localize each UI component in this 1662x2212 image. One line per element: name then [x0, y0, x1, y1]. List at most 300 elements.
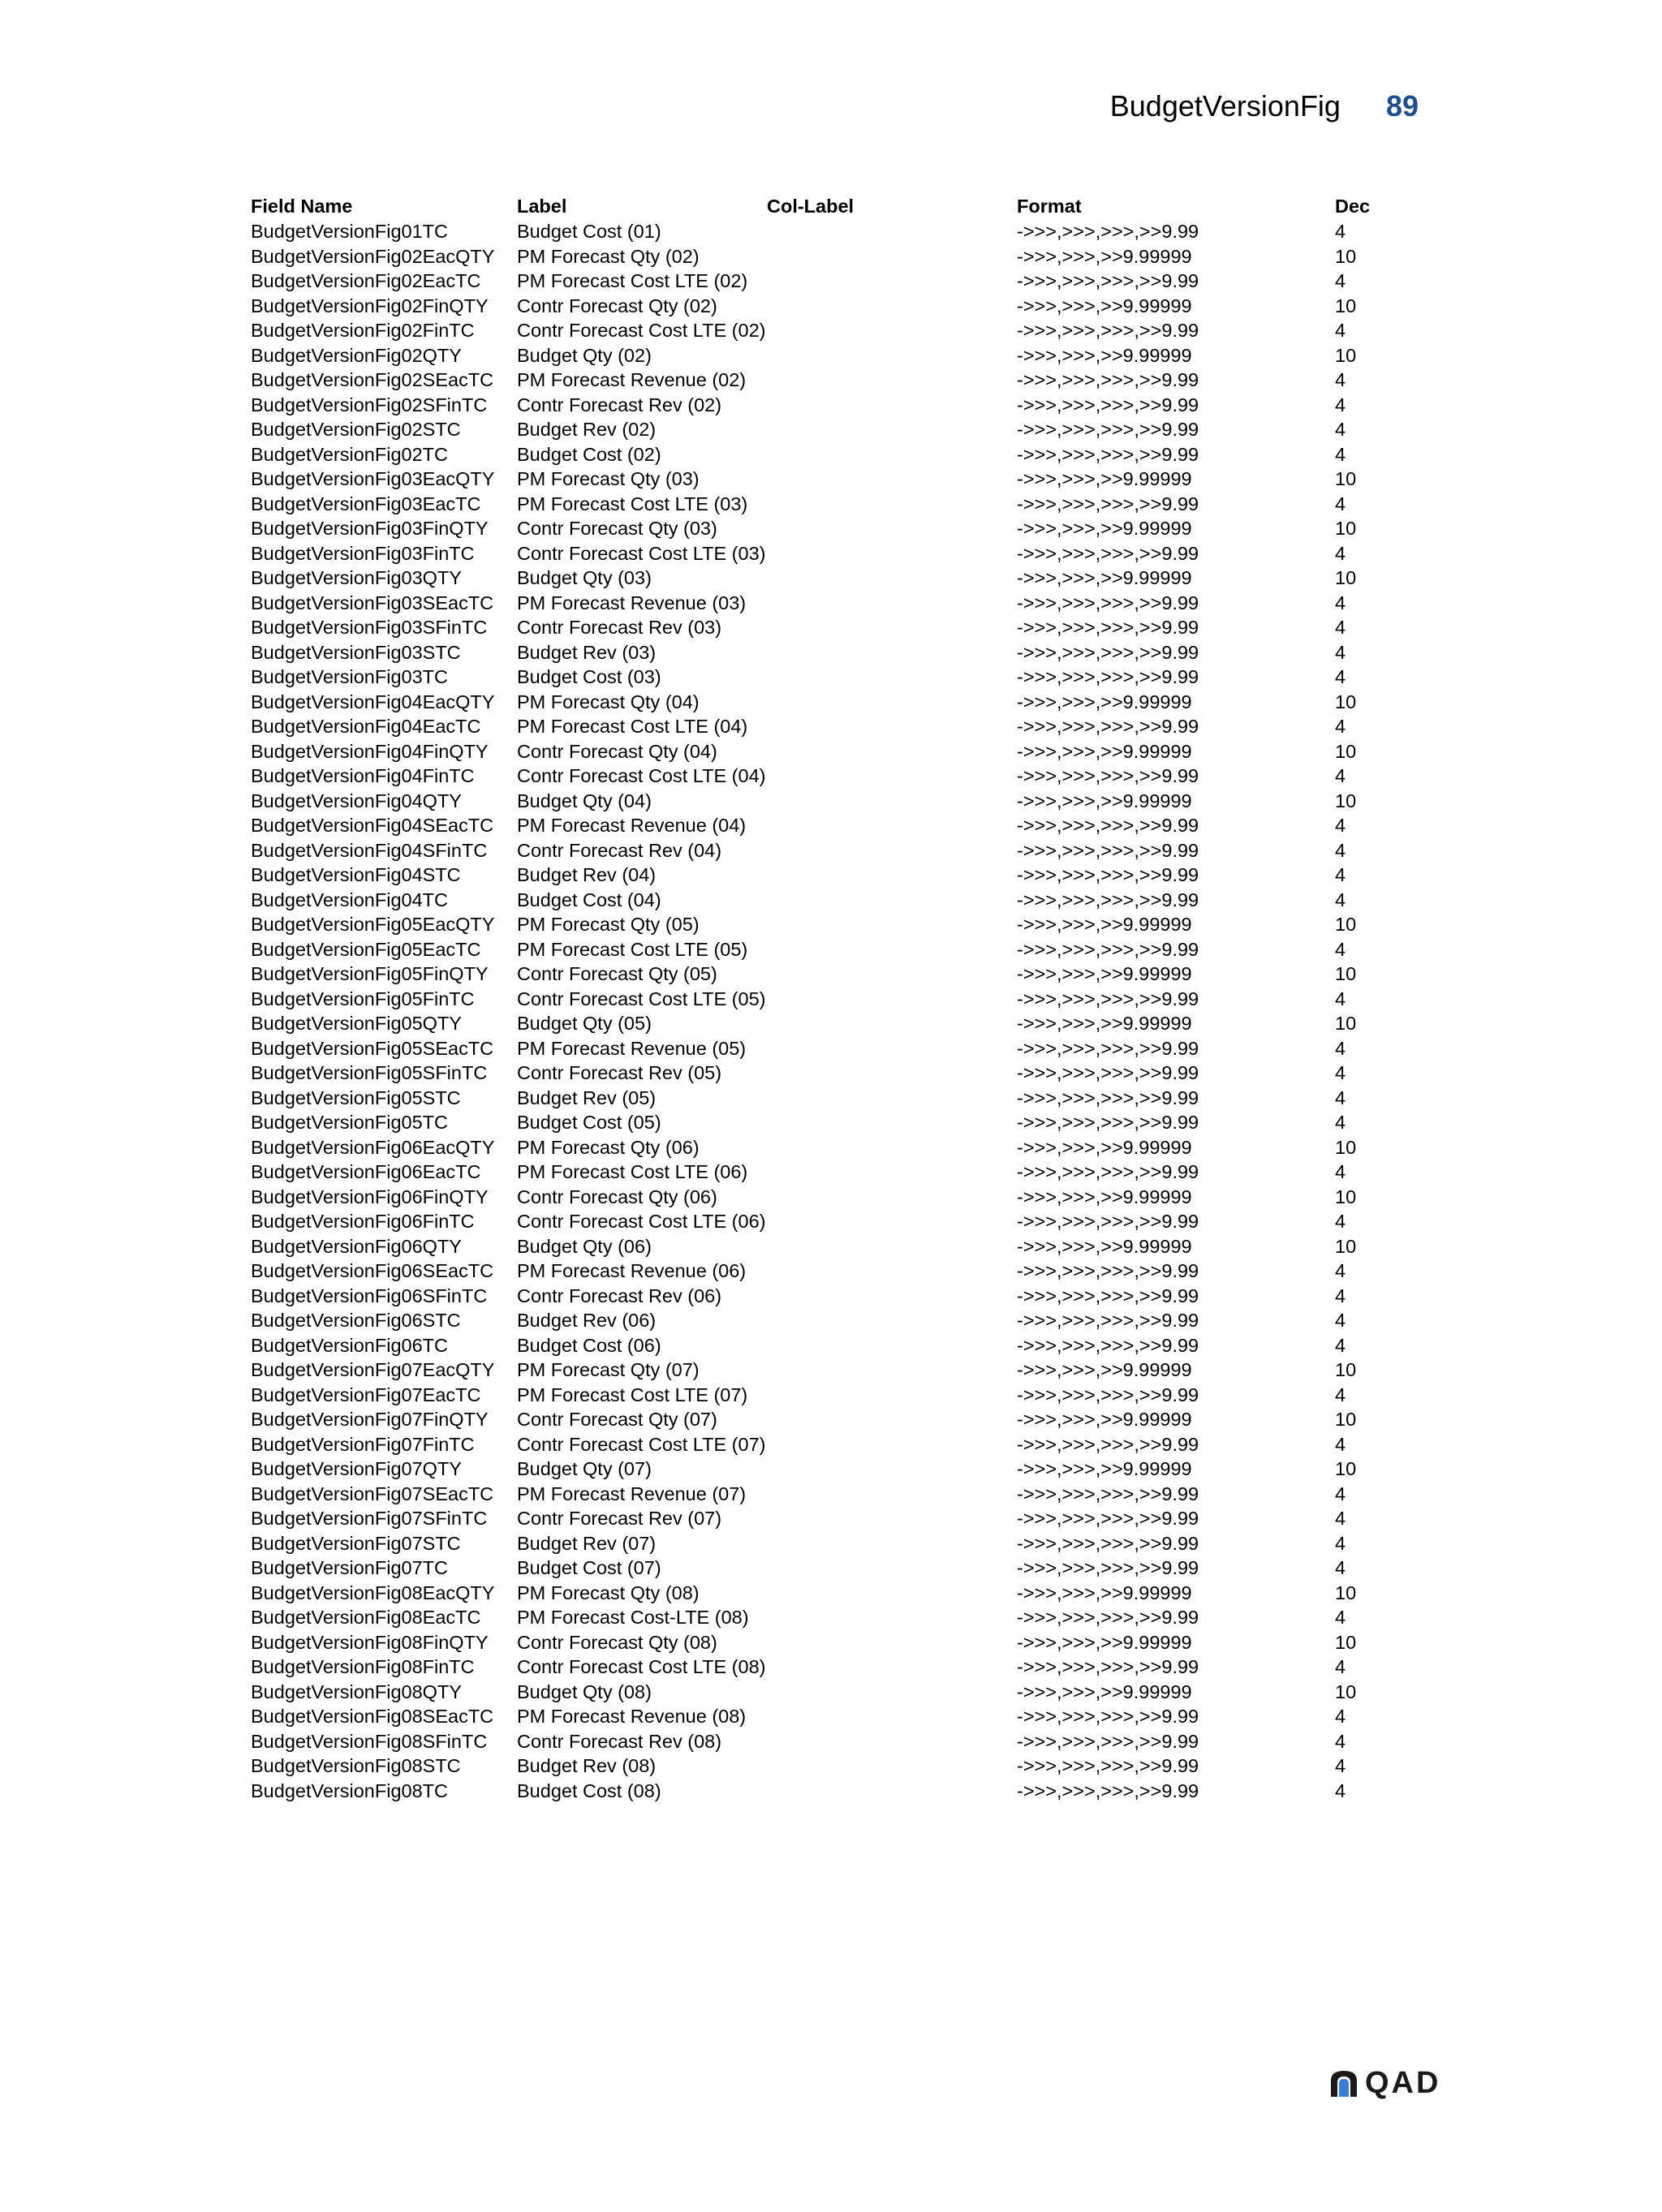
col-label-cell [767, 839, 1017, 864]
format-cell: ->>>,>>>,>>9.99999 [1017, 295, 1192, 316]
table-row [251, 790, 1403, 815]
format-cell: ->>>,>>>,>>>,>>9.99 [1017, 815, 1199, 836]
field-name-cell: BudgetVersionFig02STC [251, 419, 461, 440]
label-cell: Contr Forecast Rev (05) [517, 1062, 722, 1083]
dec-cell: 4 [1335, 320, 1346, 341]
format-cell: ->>>,>>>,>>9.99999 [1017, 1013, 1192, 1034]
table-row [251, 691, 1403, 716]
dec-cell: 10 [1335, 740, 1357, 762]
table-row [251, 1136, 1403, 1161]
field-name-cell: BudgetVersionFig03STC [251, 641, 461, 663]
dec-cell: 10 [1335, 691, 1357, 712]
label-cell: Contr Forecast Cost LTE (03) [517, 542, 766, 564]
dec-cell: 10 [1335, 295, 1357, 316]
col-label-cell [767, 1730, 1017, 1755]
col-label-cell [767, 1779, 1017, 1805]
label-cell: Budget Rev (07) [517, 1532, 657, 1554]
label-cell: PM Forecast Qty (05) [517, 914, 700, 935]
dec-cell: 10 [1335, 1359, 1357, 1380]
label-cell: Contr Forecast Qty (02) [517, 295, 717, 316]
table-row [251, 1730, 1403, 1755]
dec-cell: 4 [1335, 270, 1346, 291]
dec-cell: 4 [1335, 1755, 1346, 1776]
label-cell: Budget Rev (08) [517, 1755, 657, 1776]
label-cell: PM Forecast Cost LTE (05) [517, 938, 748, 960]
format-cell: ->>>,>>>,>>>,>>9.99 [1017, 1037, 1199, 1059]
field-name-cell: BudgetVersionFig03EacTC [251, 493, 481, 514]
format-cell: ->>>,>>>,>>>,>>9.99 [1017, 1607, 1199, 1628]
field-name-cell: BudgetVersionFig04EacQTY [251, 691, 495, 712]
field-name-cell: BudgetVersionFig04EacTC [251, 716, 481, 737]
dec-cell: 10 [1335, 1409, 1357, 1430]
dec-cell: 4 [1335, 1334, 1346, 1356]
format-cell: ->>>,>>>,>>>,>>9.99 [1017, 1384, 1199, 1405]
field-name-cell: BudgetVersionFig06SEacTC [251, 1260, 494, 1281]
col-label-cell [767, 1433, 1017, 1458]
field-name-cell: BudgetVersionFig07FinTC [251, 1433, 475, 1455]
col-label-cell [767, 517, 1017, 542]
format-cell: ->>>,>>>,>>9.99999 [1017, 245, 1192, 267]
format-cell: ->>>,>>>,>>9.99999 [1017, 1136, 1192, 1158]
dec-cell: 4 [1335, 716, 1346, 737]
format-cell: ->>>,>>>,>>>,>>9.99 [1017, 369, 1199, 390]
format-cell: ->>>,>>>,>>9.99999 [1017, 567, 1192, 588]
format-cell: ->>>,>>>,>>>,>>9.99 [1017, 1062, 1199, 1083]
dec-cell: 10 [1335, 963, 1357, 984]
dec-cell: 4 [1335, 1779, 1346, 1801]
format-cell: ->>>,>>>,>>>,>>9.99 [1017, 716, 1199, 737]
dec-cell: 4 [1335, 221, 1346, 242]
format-cell: ->>>,>>>,>>>,>>9.99 [1017, 1779, 1199, 1801]
format-cell: ->>>,>>>,>>>,>>9.99 [1017, 864, 1199, 885]
table-row [251, 269, 1403, 295]
label-cell: Budget Rev (06) [517, 1310, 657, 1331]
dec-cell: 10 [1335, 1582, 1357, 1603]
table-row [251, 1037, 1403, 1062]
table-row [251, 443, 1403, 468]
dec-cell: 4 [1335, 1508, 1346, 1529]
col-label-cell [767, 1259, 1017, 1285]
field-table [251, 195, 1403, 1804]
field-name-cell: BudgetVersionFig02SEacTC [251, 369, 494, 390]
dec-cell: 10 [1335, 567, 1357, 588]
col-label-cell [767, 1457, 1017, 1483]
format-cell: ->>>,>>>,>>9.99999 [1017, 468, 1192, 489]
label-cell: Contr Forecast Qty (07) [517, 1409, 717, 1430]
field-name-cell: BudgetVersionFig06FinTC [251, 1211, 475, 1232]
field-name-cell: BudgetVersionFig07TC [251, 1557, 448, 1578]
format-cell: ->>>,>>>,>>9.99999 [1017, 1359, 1192, 1380]
dec-cell: 4 [1335, 1062, 1346, 1083]
field-name-cell: BudgetVersionFig08TC [251, 1779, 448, 1801]
field-name-cell: BudgetVersionFig08QTY [251, 1681, 462, 1702]
table-row [251, 1012, 1403, 1037]
field-name-cell: BudgetVersionFig05STC [251, 1087, 461, 1108]
label-cell: Budget Qty (02) [517, 344, 652, 366]
table-row [251, 1532, 1403, 1557]
col-label-cell [767, 1681, 1017, 1706]
field-name-cell: BudgetVersionFig07QTY [251, 1458, 462, 1479]
field-name-cell: BudgetVersionFig04STC [251, 864, 461, 885]
field-name-cell: BudgetVersionFig03EacQTY [251, 468, 495, 489]
label-cell: PM Forecast Revenue (07) [517, 1483, 747, 1504]
qad-logo-icon [1328, 2069, 1360, 2098]
dec-cell: 4 [1335, 864, 1346, 885]
dec-cell: 4 [1335, 369, 1346, 390]
format-cell: ->>>,>>>,>>>,>>9.99 [1017, 542, 1199, 564]
label-cell: Contr Forecast Cost LTE (02) [517, 320, 766, 341]
table-row [251, 394, 1403, 419]
format-cell: ->>>,>>>,>>>,>>9.99 [1017, 641, 1199, 663]
col-label-cell [767, 740, 1017, 765]
col-label-cell [767, 665, 1017, 691]
table-row [251, 592, 1403, 617]
col-label-cell [767, 1754, 1017, 1779]
format-cell: ->>>,>>>,>>>,>>9.99 [1017, 270, 1199, 291]
label-cell: PM Forecast Cost LTE (02) [517, 270, 748, 291]
col-label-cell [767, 764, 1017, 790]
label-cell: Budget Cost (06) [517, 1334, 661, 1356]
table-row [251, 665, 1403, 691]
label-cell: Budget Qty (05) [517, 1013, 652, 1034]
dec-cell: 4 [1335, 641, 1346, 663]
col-label-cell [767, 913, 1017, 938]
label-cell: Contr Forecast Cost LTE (07) [517, 1433, 766, 1455]
col-label-cell [767, 1087, 1017, 1112]
label-cell: Budget Rev (05) [517, 1087, 657, 1108]
label-cell: Contr Forecast Qty (05) [517, 963, 717, 984]
format-cell: ->>>,>>>,>>>,>>9.99 [1017, 493, 1199, 514]
format-cell: ->>>,>>>,>>9.99999 [1017, 691, 1192, 712]
col-label-cell [767, 1334, 1017, 1359]
dec-cell: 4 [1335, 1433, 1346, 1455]
label-cell: PM Forecast Qty (06) [517, 1136, 700, 1158]
field-name-cell: BudgetVersionFig03FinTC [251, 542, 475, 564]
label-cell: Contr Forecast Rev (04) [517, 839, 722, 861]
label-cell: Contr Forecast Rev (07) [517, 1508, 722, 1529]
col-label-cell [767, 1210, 1017, 1235]
field-name-cell: BudgetVersionFig03SFinTC [251, 617, 488, 638]
dec-cell: 4 [1335, 1037, 1346, 1059]
field-name-cell: BudgetVersionFig06STC [251, 1310, 461, 1331]
col-label-cell [767, 467, 1017, 493]
field-name-cell: BudgetVersionFig07EacQTY [251, 1359, 495, 1380]
table-row [251, 1705, 1403, 1730]
format-cell: ->>>,>>>,>>>,>>9.99 [1017, 1087, 1199, 1108]
table-row [251, 863, 1403, 889]
dec-cell: 4 [1335, 394, 1346, 415]
table-row [251, 938, 1403, 963]
dec-cell: 4 [1335, 1557, 1346, 1578]
format-cell: ->>>,>>>,>>>,>>9.99 [1017, 1334, 1199, 1356]
format-cell: ->>>,>>>,>>>,>>9.99 [1017, 443, 1199, 465]
format-cell: ->>>,>>>,>>>,>>9.99 [1017, 765, 1199, 786]
table-row [251, 1483, 1403, 1508]
field-name-cell: BudgetVersionFig04SFinTC [251, 839, 488, 861]
dec-cell: 4 [1335, 1656, 1346, 1677]
label-cell: PM Forecast Revenue (08) [517, 1706, 747, 1727]
label-cell: Contr Forecast Rev (02) [517, 394, 722, 415]
col-label-cell [767, 394, 1017, 419]
format-cell: ->>>,>>>,>>9.99999 [1017, 518, 1192, 539]
format-cell: ->>>,>>>,>>>,>>9.99 [1017, 1483, 1199, 1504]
dec-cell: 4 [1335, 443, 1346, 465]
table-header-row [251, 195, 1403, 220]
label-cell: Contr Forecast Cost LTE (05) [517, 988, 766, 1009]
col-label-cell [767, 962, 1017, 988]
field-name-cell: BudgetVersionFig02FinTC [251, 320, 475, 341]
col-label-cell [767, 368, 1017, 394]
table-row [251, 715, 1403, 740]
dec-cell: 4 [1335, 419, 1346, 440]
label-cell: PM Forecast Revenue (03) [517, 592, 747, 613]
label-cell: Budget Cost (04) [517, 889, 661, 910]
col-label-cell [767, 220, 1017, 245]
dec-cell: 4 [1335, 542, 1346, 564]
table-row [251, 467, 1403, 493]
field-name-cell: BudgetVersionFig06FinQTY [251, 1186, 489, 1207]
col-label-cell [767, 1309, 1017, 1334]
label-cell: Budget Cost (05) [517, 1112, 661, 1133]
label-cell: Contr Forecast Rev (08) [517, 1730, 722, 1752]
field-name-cell: BudgetVersionFig02FinQTY [251, 295, 489, 316]
format-cell: ->>>,>>>,>>>,>>9.99 [1017, 1557, 1199, 1578]
table-row [251, 245, 1403, 270]
table-row [251, 988, 1403, 1013]
field-name-cell: BudgetVersionFig05FinQTY [251, 963, 489, 984]
col-label-cell [767, 245, 1017, 270]
label-cell: Budget Rev (02) [517, 419, 657, 440]
col-label-cell [767, 1037, 1017, 1062]
label-cell: Contr Forecast Qty (06) [517, 1186, 717, 1207]
field-name-cell: BudgetVersionFig02QTY [251, 344, 462, 366]
dec-cell: 10 [1335, 1631, 1357, 1653]
format-cell: ->>>,>>>,>>>,>>9.99 [1017, 1211, 1199, 1232]
dec-cell: 4 [1335, 1112, 1346, 1133]
table-row [251, 1235, 1403, 1260]
field-name-cell: BudgetVersionFig08STC [251, 1755, 461, 1776]
format-cell: ->>>,>>>,>>>,>>9.99 [1017, 419, 1199, 440]
col-label-cell [767, 344, 1017, 369]
label-cell: Budget Cost (07) [517, 1557, 661, 1578]
column-header-format: Format [1017, 196, 1082, 217]
field-name-cell: BudgetVersionFig08EacQTY [251, 1582, 495, 1603]
page-number: 89 [1385, 89, 1419, 123]
table-row [251, 1111, 1403, 1136]
dec-cell: 4 [1335, 1260, 1346, 1281]
format-cell: ->>>,>>>,>>9.99999 [1017, 1681, 1192, 1702]
col-label-cell [767, 814, 1017, 839]
col-label-cell [767, 1358, 1017, 1384]
label-cell: PM Forecast Qty (07) [517, 1359, 700, 1380]
format-cell: ->>>,>>>,>>9.99999 [1017, 790, 1192, 811]
field-name-cell: BudgetVersionFig05TC [251, 1112, 448, 1133]
field-name-cell: BudgetVersionFig08SEacTC [251, 1706, 494, 1727]
field-name-cell: BudgetVersionFig05EacQTY [251, 914, 495, 935]
dec-cell: 4 [1335, 1285, 1346, 1306]
dec-cell: 4 [1335, 1087, 1346, 1108]
field-name-cell: BudgetVersionFig04FinTC [251, 765, 475, 786]
table-row [251, 295, 1403, 320]
table-row [251, 1556, 1403, 1582]
col-label-cell [767, 269, 1017, 295]
page-title: BudgetVersionFig [1109, 89, 1341, 123]
col-label-cell [767, 1408, 1017, 1433]
table-row [251, 1384, 1403, 1409]
format-cell: ->>>,>>>,>>>,>>9.99 [1017, 1706, 1199, 1727]
dec-cell: 10 [1335, 1458, 1357, 1479]
table-row [251, 1631, 1403, 1656]
field-name-cell: BudgetVersionFig04TC [251, 889, 448, 910]
table-row [251, 1160, 1403, 1186]
field-name-cell: BudgetVersionFig07FinQTY [251, 1409, 489, 1430]
table-row [251, 1582, 1403, 1607]
table-row [251, 1457, 1403, 1483]
col-label-cell [767, 1556, 1017, 1582]
dec-cell: 4 [1335, 765, 1346, 786]
table-row [251, 641, 1403, 666]
dec-cell: 4 [1335, 666, 1346, 687]
col-label-cell [767, 418, 1017, 443]
label-cell: Budget Rev (04) [517, 864, 657, 885]
format-cell: ->>>,>>>,>>9.99999 [1017, 344, 1192, 366]
table-row [251, 418, 1403, 443]
dec-cell: 4 [1335, 592, 1346, 613]
col-label-cell [767, 542, 1017, 567]
field-name-cell: BudgetVersionFig02SFinTC [251, 394, 488, 415]
table-row [251, 1358, 1403, 1384]
dec-cell: 4 [1335, 1607, 1346, 1628]
col-label-cell [767, 641, 1017, 666]
label-cell: PM Forecast Cost-LTE (08) [517, 1607, 749, 1628]
label-cell: PM Forecast Qty (02) [517, 245, 700, 267]
dec-cell: 4 [1335, 889, 1346, 910]
format-cell: ->>>,>>>,>>>,>>9.99 [1017, 1508, 1199, 1529]
label-cell: Contr Forecast Cost LTE (06) [517, 1211, 766, 1232]
label-cell: Budget Cost (02) [517, 443, 661, 465]
label-cell: PM Forecast Cost LTE (07) [517, 1384, 748, 1405]
field-name-cell: BudgetVersionFig07STC [251, 1532, 461, 1554]
format-cell: ->>>,>>>,>>>,>>9.99 [1017, 666, 1199, 687]
dec-cell: 10 [1335, 518, 1357, 539]
field-name-cell: BudgetVersionFig05SEacTC [251, 1037, 494, 1059]
format-cell: ->>>,>>>,>>9.99999 [1017, 1631, 1192, 1653]
format-cell: ->>>,>>>,>>>,>>9.99 [1017, 1656, 1199, 1677]
format-cell: ->>>,>>>,>>>,>>9.99 [1017, 1161, 1199, 1182]
field-name-cell: BudgetVersionFig05SFinTC [251, 1062, 488, 1083]
label-cell: Budget Qty (08) [517, 1681, 652, 1702]
table-row [251, 814, 1403, 839]
table-row [251, 1309, 1403, 1334]
field-name-cell: BudgetVersionFig06EacTC [251, 1161, 481, 1182]
qad-logo [1328, 2066, 1440, 2101]
field-name-cell: BudgetVersionFig05QTY [251, 1013, 462, 1034]
field-name-cell: BudgetVersionFig06EacQTY [251, 1136, 495, 1158]
col-label-cell [767, 319, 1017, 344]
table-row [251, 616, 1403, 641]
field-name-cell: BudgetVersionFig04QTY [251, 790, 462, 811]
col-label-cell [767, 1655, 1017, 1681]
format-cell: ->>>,>>>,>>>,>>9.99 [1017, 1730, 1199, 1752]
label-cell: Budget Cost (01) [517, 221, 661, 242]
label-cell: PM Forecast Revenue (05) [517, 1037, 747, 1059]
format-cell: ->>>,>>>,>>>,>>9.99 [1017, 988, 1199, 1009]
format-cell: ->>>,>>>,>>>,>>9.99 [1017, 1755, 1199, 1776]
dec-cell: 4 [1335, 1730, 1346, 1752]
field-name-cell: BudgetVersionFig08EacTC [251, 1607, 481, 1628]
col-label-cell [767, 863, 1017, 889]
col-label-cell [767, 566, 1017, 592]
col-label-cell [767, 493, 1017, 518]
field-name-cell: BudgetVersionFig02EacTC [251, 270, 481, 291]
table-row [251, 740, 1403, 765]
field-name-cell: BudgetVersionFig04FinQTY [251, 740, 489, 762]
table-row [251, 566, 1403, 592]
col-label-cell [767, 1186, 1017, 1211]
label-cell: Contr Forecast Qty (04) [517, 740, 717, 762]
format-cell: ->>>,>>>,>>9.99999 [1017, 1409, 1192, 1430]
table-row [251, 1606, 1403, 1631]
label-cell: PM Forecast Revenue (06) [517, 1260, 747, 1281]
dec-cell: 10 [1335, 1136, 1357, 1158]
table-row [251, 1210, 1403, 1235]
table-row [251, 344, 1403, 369]
dec-cell: 10 [1335, 1235, 1357, 1257]
dec-cell: 10 [1335, 344, 1357, 366]
field-name-cell: BudgetVersionFig02EacQTY [251, 245, 495, 267]
label-cell: PM Forecast Cost LTE (04) [517, 716, 748, 737]
col-label-cell [767, 1012, 1017, 1037]
format-cell: ->>>,>>>,>>9.99999 [1017, 1235, 1192, 1257]
table-row [251, 1334, 1403, 1359]
field-name-cell: BudgetVersionFig05EacTC [251, 938, 481, 960]
col-label-cell [767, 1631, 1017, 1656]
col-label-cell [767, 938, 1017, 963]
label-cell: PM Forecast Cost LTE (03) [517, 493, 748, 514]
dec-cell: 10 [1335, 1013, 1357, 1034]
label-cell: Budget Qty (03) [517, 567, 652, 588]
table-row [251, 220, 1403, 245]
dec-cell: 4 [1335, 1483, 1346, 1504]
table-row [251, 889, 1403, 914]
col-label-cell [767, 1705, 1017, 1730]
dec-cell: 10 [1335, 468, 1357, 489]
dec-cell: 4 [1335, 938, 1346, 960]
dec-cell: 4 [1335, 1706, 1346, 1727]
format-cell: ->>>,>>>,>>9.99999 [1017, 740, 1192, 762]
field-name-cell: BudgetVersionFig05FinTC [251, 988, 475, 1009]
field-name-cell: BudgetVersionFig06TC [251, 1334, 448, 1356]
label-cell: Budget Rev (03) [517, 641, 657, 663]
table-body [251, 220, 1403, 1804]
col-label-cell [767, 592, 1017, 617]
dec-cell: 4 [1335, 1532, 1346, 1554]
field-name-cell: BudgetVersionFig08SFinTC [251, 1730, 488, 1752]
table-row [251, 1681, 1403, 1706]
col-label-cell [767, 1285, 1017, 1310]
field-name-cell: BudgetVersionFig03QTY [251, 567, 462, 588]
label-cell: Budget Qty (06) [517, 1235, 652, 1257]
col-label-cell [767, 443, 1017, 468]
dec-cell: 4 [1335, 815, 1346, 836]
label-cell: PM Forecast Revenue (02) [517, 369, 747, 390]
label-cell: PM Forecast Qty (08) [517, 1582, 700, 1603]
label-cell: Contr Forecast Qty (08) [517, 1631, 717, 1653]
table-row [251, 1655, 1403, 1681]
table-row [251, 962, 1403, 988]
dec-cell: 10 [1335, 914, 1357, 935]
label-cell: Contr Forecast Cost LTE (04) [517, 765, 766, 786]
